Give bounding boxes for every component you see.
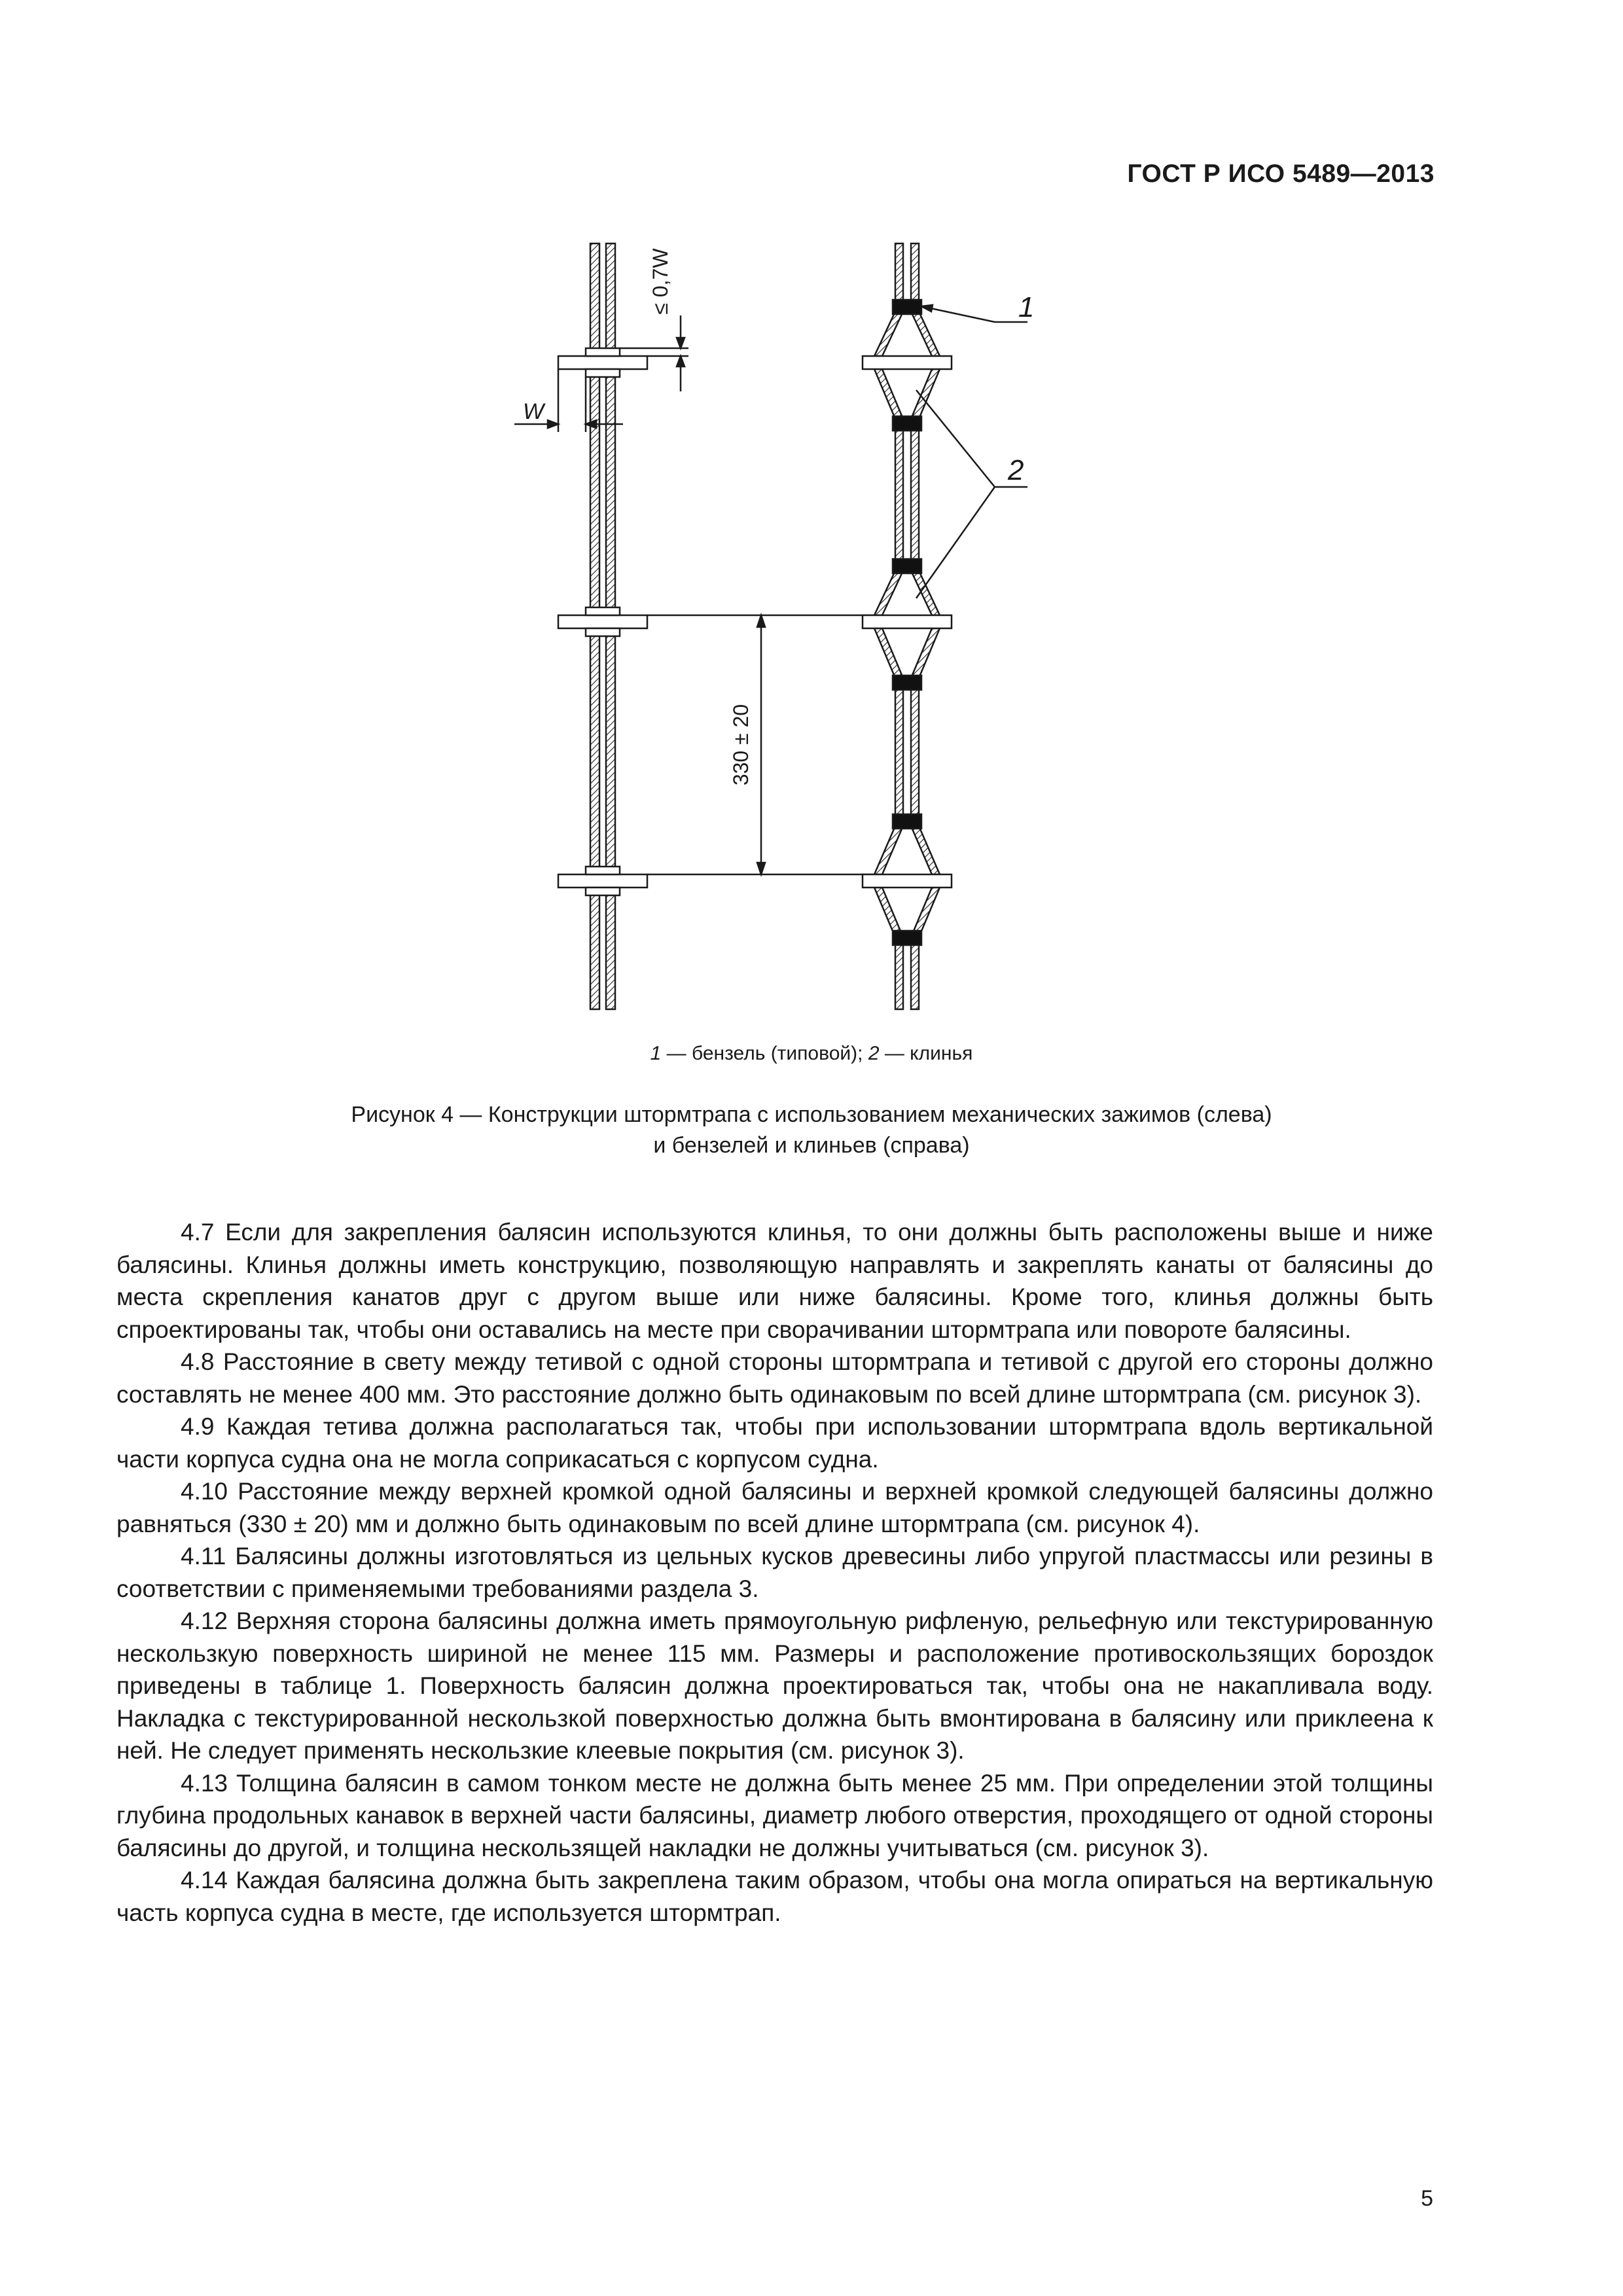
width-dimension-label: W [522, 399, 544, 424]
callout-1-leader [921, 305, 1027, 322]
figure-caption [0, 1100, 1623, 1161]
legend-number-1: 1 [650, 1043, 662, 1064]
right-ladder [863, 243, 952, 1009]
paragraph-4-14: 4.14 Каждая балясина должна быть закреплена таким образом, чтобы она могла опираться на вертикальную часть корпуса судна в месте, где используется штормтрап. [116, 1867, 1433, 1926]
paragraph-4-10: 4.10 Расстояние между верхней кромкой одной балясины и верхней кромкой следующей балясины должно равняться (330 ± 20) мм и должно быть одинаковым по всей длине штормтрапа (см. рисунок 4). [116, 1478, 1433, 1537]
paragraph-4-9: 4.9 Каждая тетива должна располагаться так, чтобы при использовании штормтрапа вдоль вертикальной части корпуса судна она не могла соприкасаться с корпусом судна. [116, 1413, 1433, 1473]
spacing-dimension [647, 615, 880, 874]
legend-text-1: — бензель (типовой); [661, 1043, 868, 1064]
callout-1-label: 1 [1018, 291, 1035, 323]
offset-dimension-label: ≤ 0,7W [649, 248, 672, 315]
spacing-dimension-label: 330 ± 20 [729, 704, 753, 786]
legend-text-2: — клинья [879, 1043, 973, 1064]
figure-4-ladder-drawing [484, 236, 1139, 1021]
callout-2-leader [916, 390, 1027, 598]
paragraph-4-12: 4.12 Верхняя сторона балясины должна иметь прямоугольную рифленую, рельефную или текстурированную нескользкую поверхность шириной не менее 115 мм. Размеры и расположение противоскользящих бороздок приведены в таблице 1. Поверхность балясин должна проектироваться так, чтобы она не накапливала воду. Накладка с текстурированной нескользкой поверхностью должна быть вмонтирована в балясину или приклеена к ней. Не следует применять нескользкие клеевые покрытия (см. рисунок 3). [116, 1607, 1433, 1764]
caption-line-1: Рисунок 4 — Конструкции штормтрапа с использованием механических зажимов (слева) [351, 1102, 1272, 1127]
legend-number-2: 2 [868, 1043, 880, 1064]
caption-line-2: и бензелей и клиньев (справа) [653, 1133, 970, 1158]
document-header: ГОСТ Р ИСО 5489—2013 [1127, 160, 1435, 188]
page-number: 5 [1421, 2186, 1433, 2211]
offset-dimension [620, 315, 688, 391]
figure-legend [0, 1043, 1623, 1065]
body-text [116, 1216, 1433, 1929]
callout-2-label: 2 [1008, 454, 1024, 486]
left-ladder [558, 243, 647, 1009]
paragraph-4-13: 4.13 Толщина балясин в самом тонком месте не должна быть менее 25 мм. При определении этой толщины глубина продольных канавок в верхней части балясины, диаметр любого отверстия, проходящего от одной стороны балясины до другой, и толщина нескользящей накладки не должны учитываться (см. рисунок 3). [116, 1769, 1433, 1861]
paragraph-4-8: 4.8 Расстояние в свету между тетивой с одной стороны штормтрапа и тетивой с другой его стороны должно составлять не менее 400 мм. Это расстояние должно быть одинаковым по всей длине штормтрапа (см. рисунок 3). [116, 1348, 1433, 1408]
paragraph-4-7: 4.7 Если для закрепления балясин используются клинья, то они должны быть расположены выше и ниже балясины. Клинья должны иметь конструкцию, позволяющую направлять и закреплять канаты от балясины до места скрепления канатов друг с другом выше или ниже балясины. Кроме того, клинья должны быть спроектированы так, чтобы они оставались на месте при сворачивании штормтрапа или повороте балясины. [116, 1219, 1433, 1343]
paragraph-4-11: 4.11 Балясины должны изготовляться из цельных кусков древесины либо упругой пластмассы или резины в соответствии с применяемыми требованиями раздела 3. [116, 1543, 1433, 1602]
